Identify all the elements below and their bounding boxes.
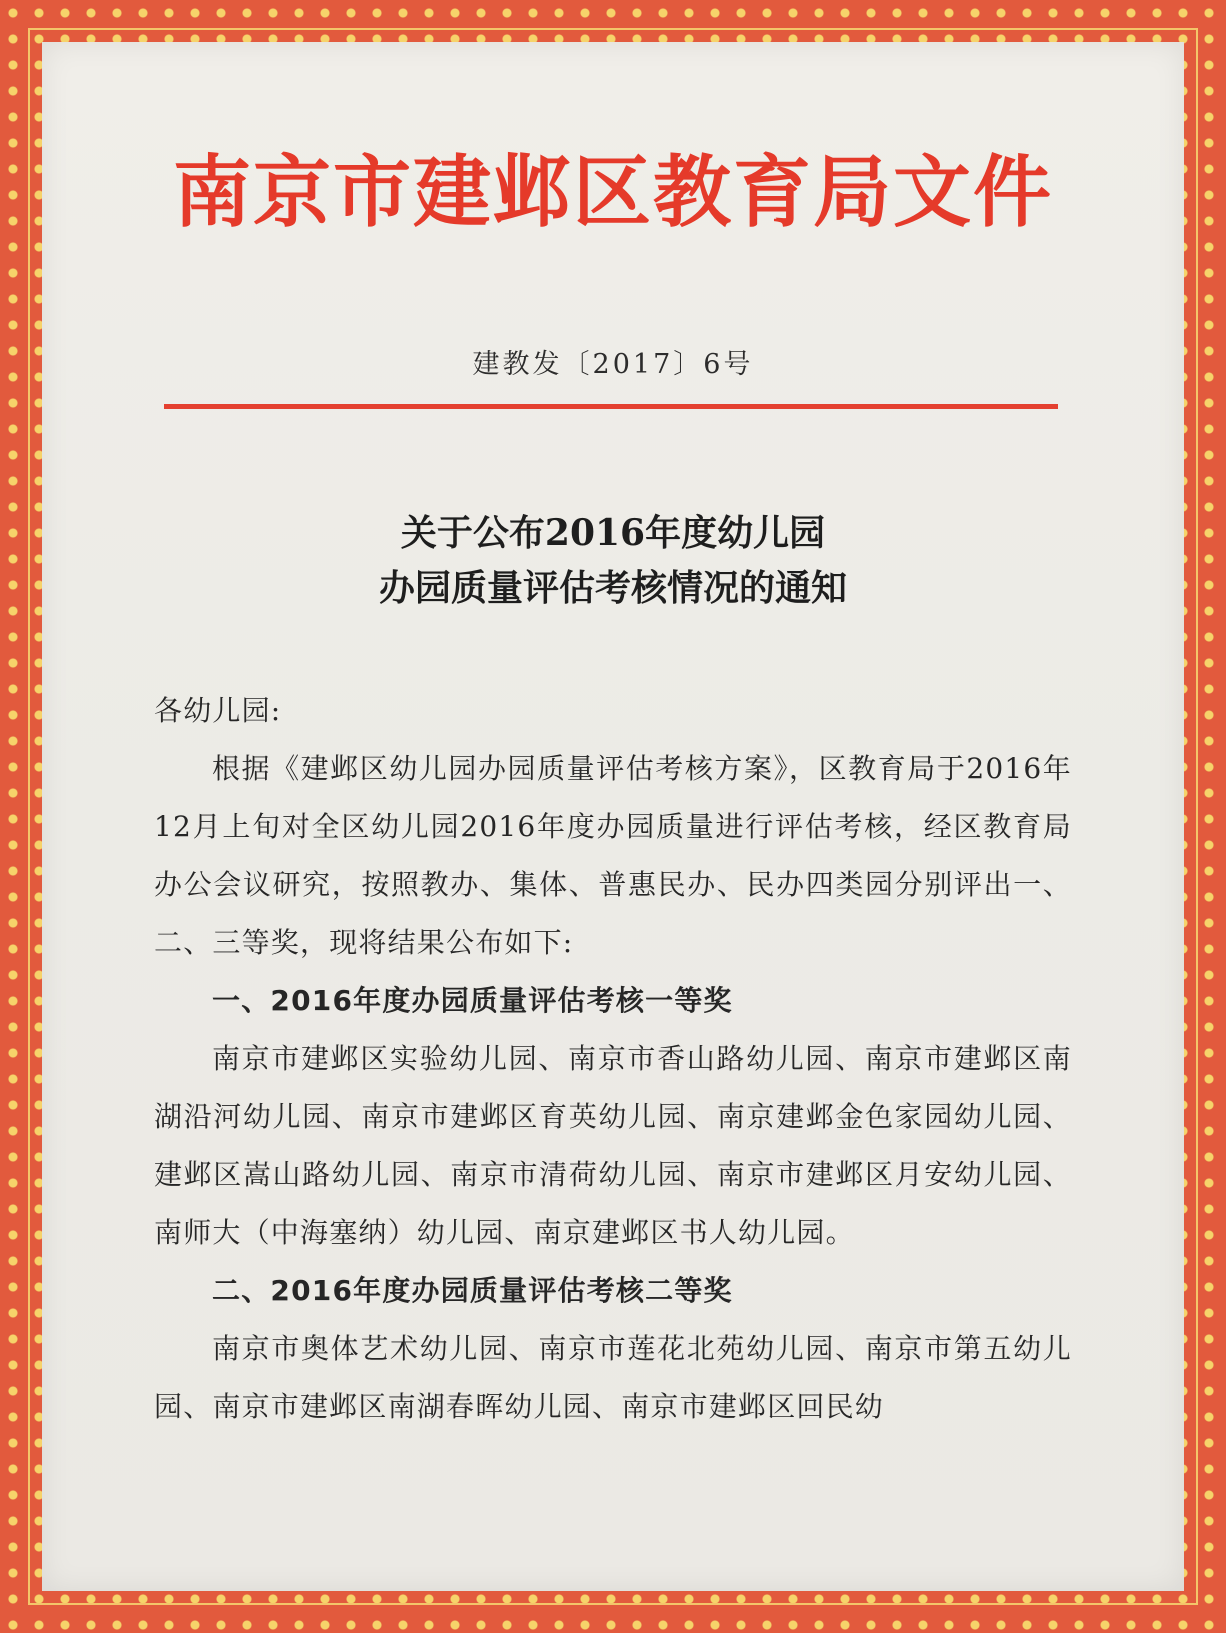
- red-divider-line: [164, 404, 1058, 409]
- section-heading-second-prize: 二、2016年度办园质量评估考核二等奖: [212, 1274, 733, 1307]
- document-page: [42, 42, 1184, 1591]
- section-heading-first-prize: 一、2016年度办园质量评估考核一等奖: [212, 984, 733, 1017]
- second-prize-list: 南京市奥体艺术幼儿园、南京市莲花北苑幼儿园、南京市第五幼儿园、南京市建邺区南湖春晖幼儿园、南京市建邺区回民幼: [154, 1332, 1072, 1423]
- document-body: [154, 682, 1072, 1436]
- issuer-header: 南京市建邺区教育局文件: [172, 147, 1053, 238]
- document-title: [42, 506, 1184, 616]
- intro-paragraph: 根据《建邺区幼儿园办园质量评估考核方案》，区教育局于2016年12月上旬对全区幼儿园2016年度办园质量进行评估考核，经区教育局办公会议研究，按照教办、集体、普惠民办、民办四类园分别评出一、二、三等奖，现将结果公布如下:: [154, 752, 1072, 959]
- salutation: 各幼儿园:: [154, 694, 282, 727]
- document-number: 建教发〔2017〕6号: [472, 349, 754, 380]
- first-prize-list: 南京市建邺区实验幼儿园、南京市香山路幼儿园、南京市建邺区南湖沿河幼儿园、南京市建邺区育英幼儿园、南京建邺金色家园幼儿园、建邺区嵩山路幼儿园、南京市清荷幼儿园、南京市建邺区月安幼儿园、南师大（中海塞纳）幼儿园、南京建邺区书人幼儿园。: [154, 1042, 1072, 1249]
- title-line-1: 关于公布2016年度幼儿园: [400, 512, 826, 554]
- title-line-2: 办园质量评估考核情况的通知: [378, 567, 847, 609]
